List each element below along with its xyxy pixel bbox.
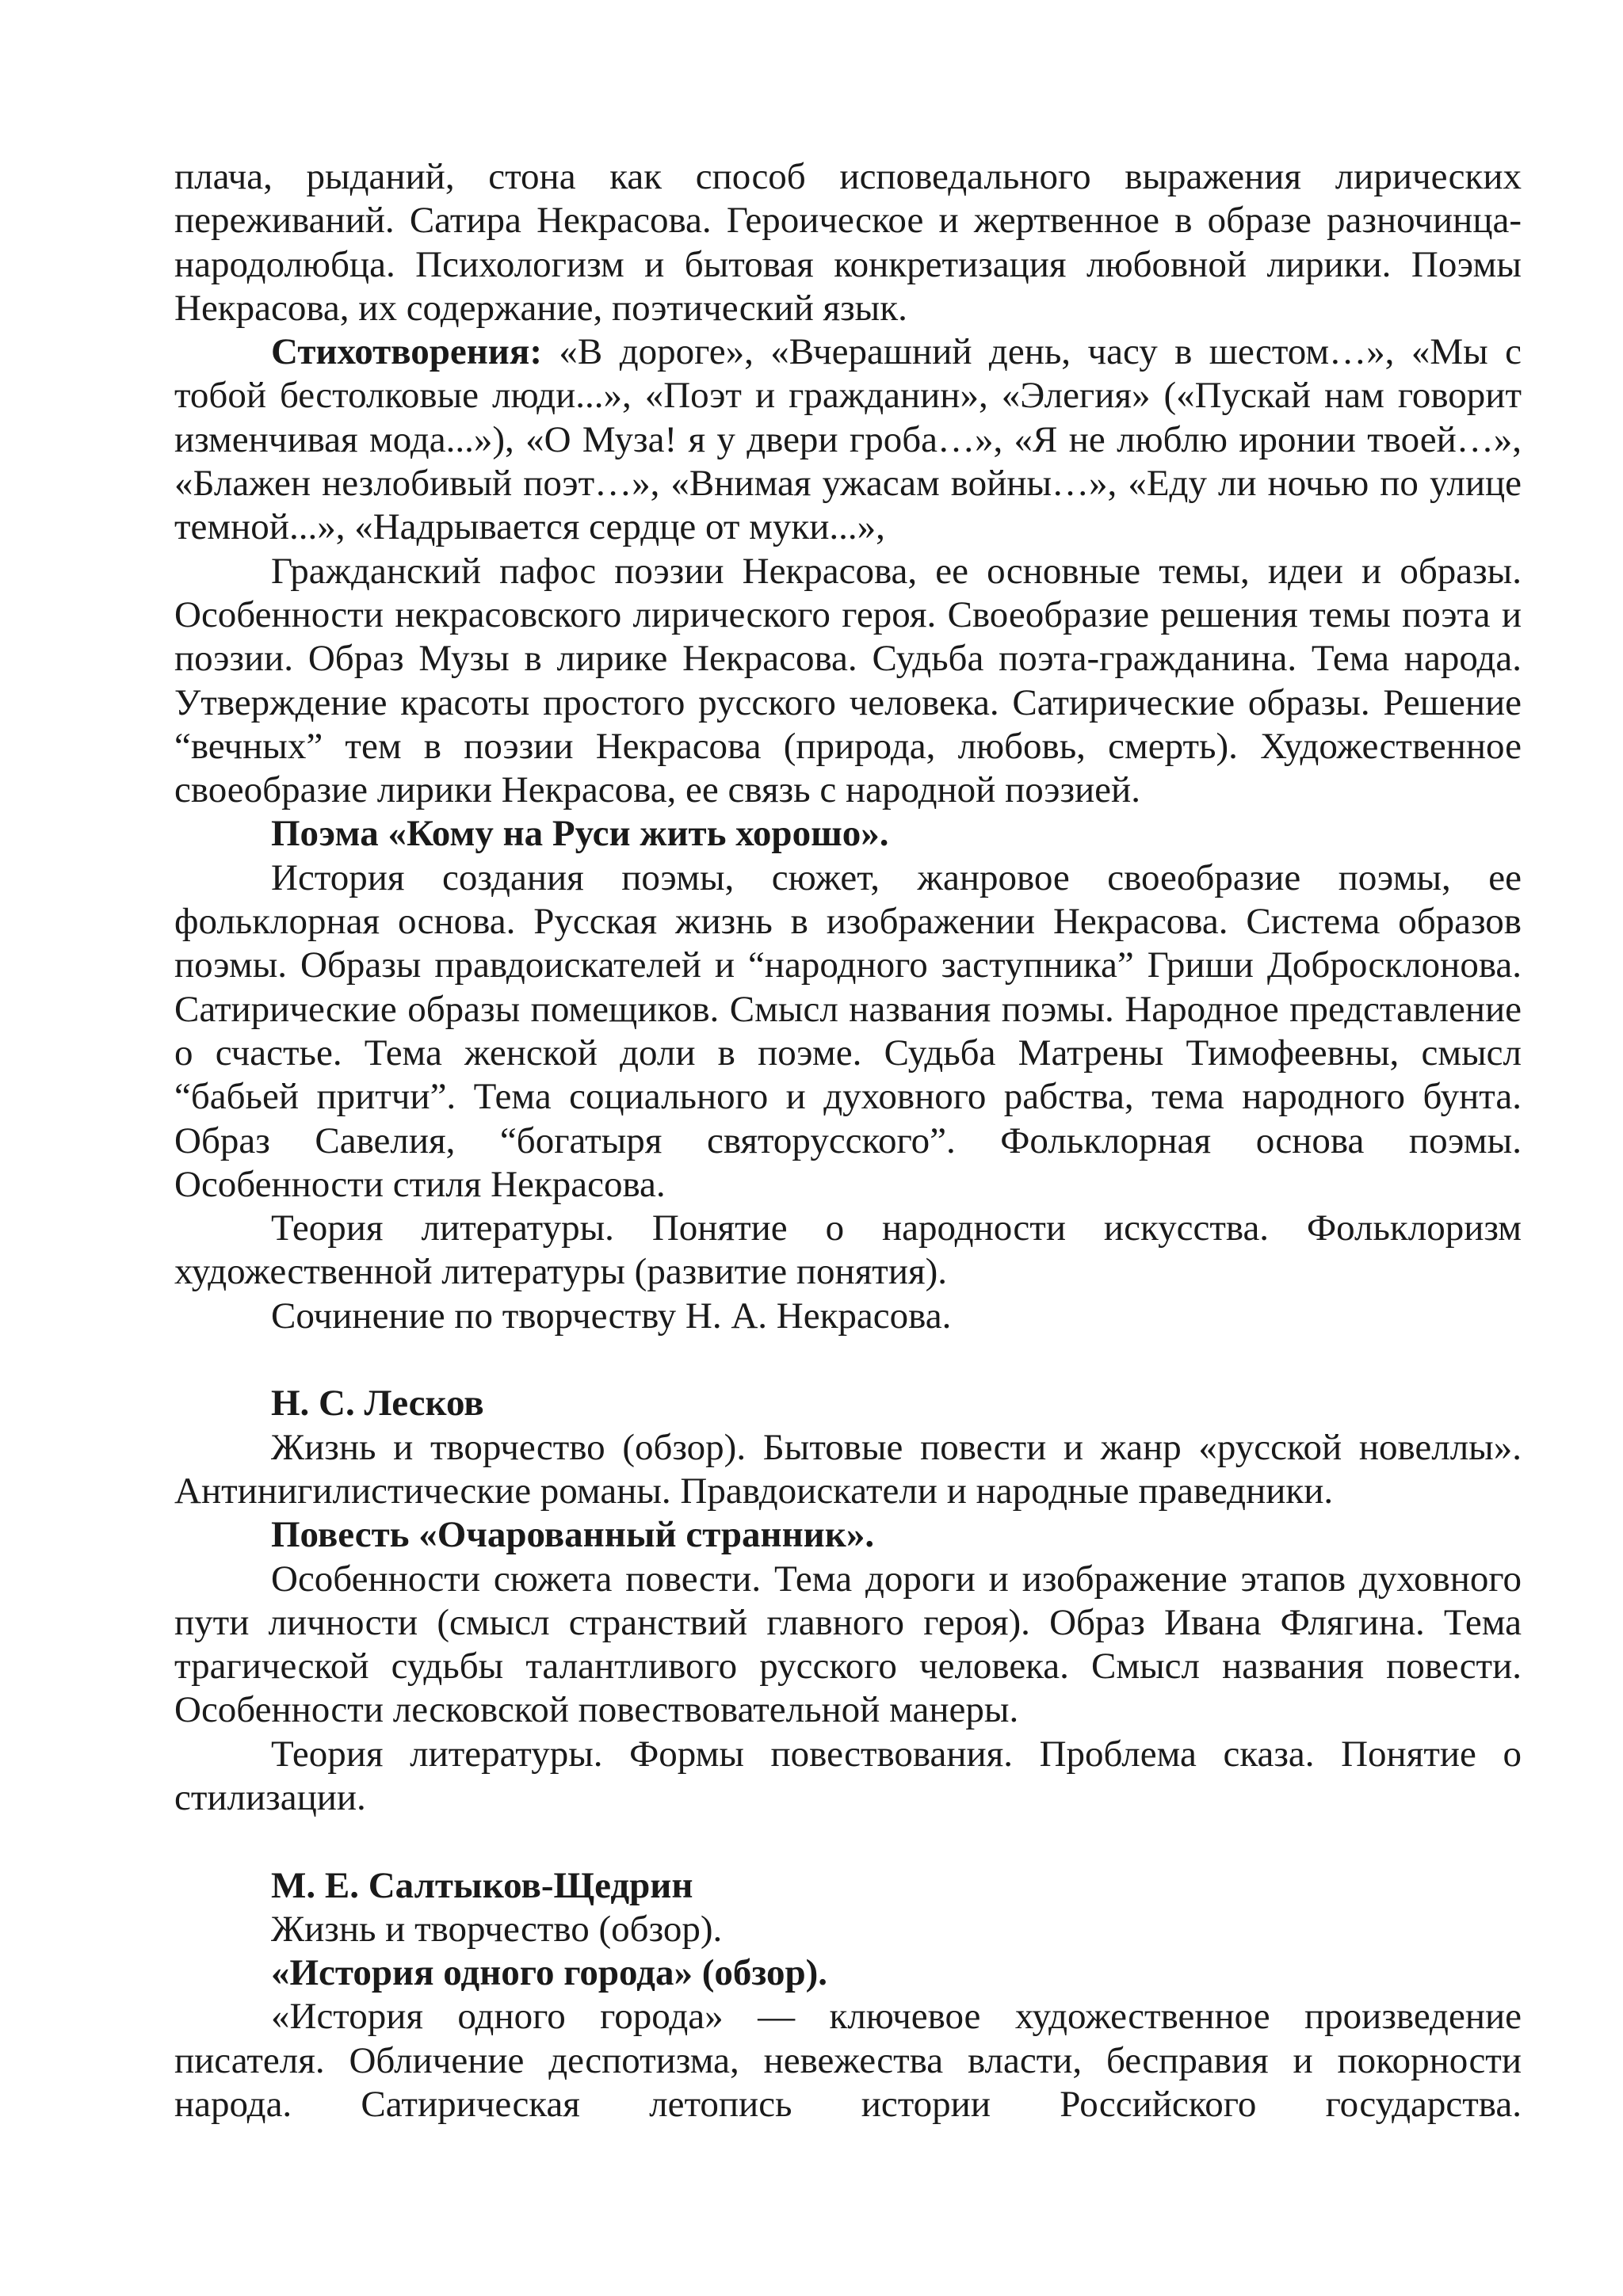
poems-list-text: «В дороге», «Вчерашний день, часу в шестом…», «Мы с тобой бестолковые люди...», «Поэт и гражданин», «Элегия» («Пускай нам говорит изменчивая мода...»), «О Муза! я у двери гроба…», «Я не люблю иронии твоей…», «Блажен незлобивый поэт…», «Внимая ужасам войны…», «Еду ли ночью по улице темной...», «Надрывается сердце от муки...», [174, 331, 1522, 548]
saltykov-heading: М. Е. Салтыков-Щедрин [271, 1864, 693, 1906]
leskov-heading: Н. С. Лесков [271, 1383, 484, 1425]
leskov-life-paragraph: Жизнь и творчество (обзор). Бытовые повести и жанр «русской новеллы». Антинигилистические романы. Правдоискатели и народные праведники. [174, 1426, 1522, 1512]
saltykov-life-paragraph: Жизнь и творчество (обзор). [271, 1908, 723, 1950]
saltykov-work-paragraph: «История одного города» — ключевое художественное произведение писателя. Обличение деспотизма, невежества власти, бесправия и покорности народа. Сатирическая летопись истории Российского государства. [174, 1996, 1522, 2126]
intro-paragraph: плача, рыданий, стона как способ исповедального выражения лирических переживаний. Сатира Некрасова. Героическое и жертвенное в образе разночинца-народолюбца. Психологизм и бытовая конкретизация любовной лирики. Поэмы Некрасова, их содержание, поэтический язык. [174, 156, 1522, 329]
nekrasov-poem-heading: Поэма «Кому на Руси жить хорошо». [271, 813, 889, 855]
nekrasov-poem-paragraph: История создания поэмы, сюжет, жанровое своеобразие поэмы, ее фольклорная основа. Русская жизнь в изображении Некрасова. Система образов поэмы. Образы правдоискателей и “народного заступника” Гриши Добросклонова. Сатирические образы помещиков. Смысл названия поэмы. Народное представление о счастье. Тема женской доли в поэме. Судьба Матрены Тимофеевны, смысл “бабьей притчи”. Тема социального и духовного рабства, тема народного бунта. Образ Савелия, “богатыря святорусского”. Фольклорная основа поэмы. Особенности стиля Некрасова. [174, 856, 1522, 1205]
saltykov-work-heading: «История одного города» (обзор). [271, 1952, 827, 1994]
poems-label: Стихотворения: [271, 331, 542, 373]
document-page [174, 155, 1522, 2126]
poems-list-paragraph [174, 330, 1522, 549]
civic-pathos-paragraph: Гражданский пафос поэзии Некрасова, ее основные темы, идеи и образы. Особенности некрасовского лирического героя. Своеобразие решения темы поэта и поэзии. Образ Музы в лирике Некрасова. Судьба поэта-гражданина. Тема народа. Утверждение красоты простого русского человека. Сатирические образы. Решение “вечных” тем в поэзии Некрасова (природа, любовь, смерть). Художественное своеобразие лирики Некрасова, ее связь с народной поэзией. [174, 550, 1522, 811]
section-gap [174, 1820, 1522, 1863]
section-gap [174, 1338, 1522, 1382]
leskov-story-heading: Повесть «Очарованный странник». [271, 1514, 875, 1556]
nekrasov-essay-paragraph: Сочинение по творчеству Н. А. Некрасова. [271, 1295, 952, 1337]
leskov-story-paragraph: Особенности сюжета повести. Тема дороги и изображение этапов духовного пути личности (смысл странствий главного героя). Образ Ивана Флягина. Тема трагической судьбы талантливого русского человека. Смысл названия повести. Особенности лесковской повествовательной манеры. [174, 1558, 1522, 1731]
nekrasov-theory-paragraph: Теория литературы. Понятие о народности искусства. Фольклоризм художественной литературы (развитие понятия). [174, 1207, 1522, 1293]
leskov-theory-paragraph: Теория литературы. Формы повествования. Проблема сказа. Понятие о стилизации. [174, 1733, 1522, 1818]
